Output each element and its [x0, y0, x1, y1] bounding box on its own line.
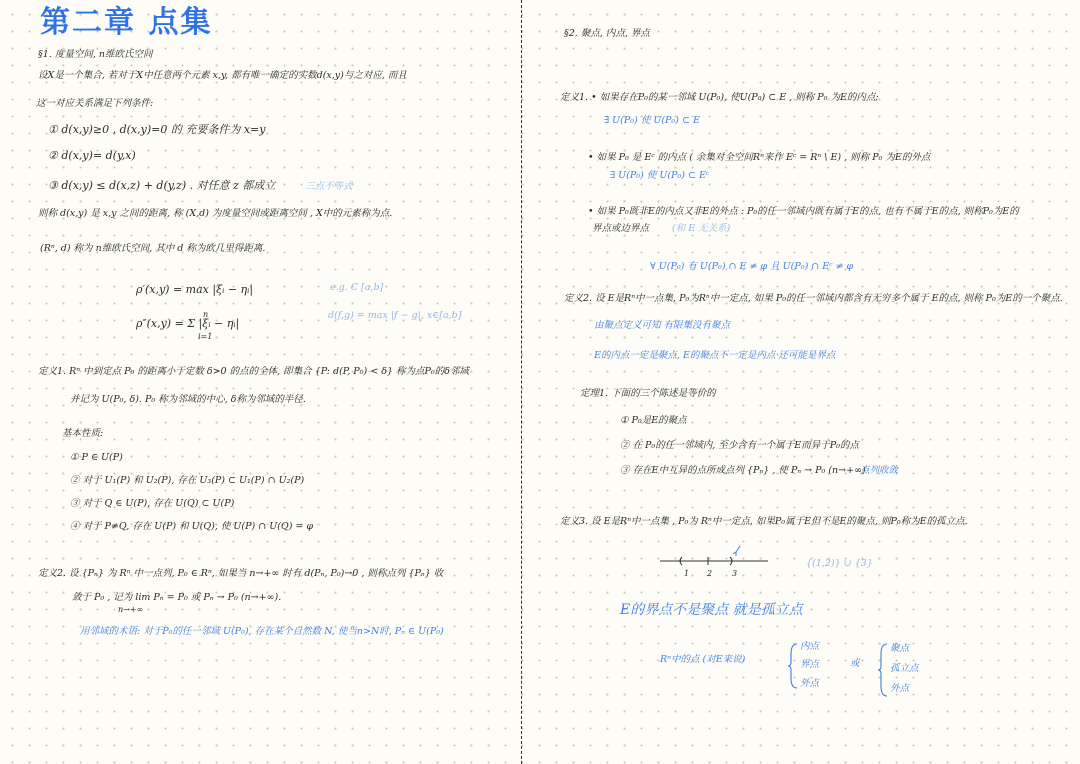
rho-prime-example: e.g. C [a,b] [330, 282, 384, 293]
neighborhood-definition-line-1: 定义1. Rⁿ 中到定点 P₀ 的距离小于定数 δ>0 的点的全体, 即集合 {P: d(P, P₀) < δ} 称为点P₀的δ邻域 [38, 366, 469, 377]
rn-points-label: Rⁿ中的点 (对E来说) [660, 654, 746, 665]
chapter-title: 第二章 点集 [40, 5, 213, 40]
convergence-definition-line-2: 敛于 P₀ , 记为 lim Pₙ = P₀ 或 Pₙ → P₀ (n→+∞). [72, 592, 282, 603]
theorem-1-statement-2: ② 在 P₀的任一邻域内, 至少含有一个属于E而异于P₀的点 [620, 440, 859, 451]
number-line-tick-1: 1 [684, 569, 690, 578]
property-2: ② 对于 U₁(P) 和 U₂(P), 存在 U₃(P) ⊂ U₁(P) ∩ U₂(P) [70, 475, 305, 486]
brace-2-item-accumulation: 聚点 [890, 643, 910, 654]
brace-1-item-boundary: 界点 [800, 659, 820, 670]
theorem-1-statement-3: ③ 存在E中互异的点所成点列 {Pₙ} , 使 Pₙ → P₀ (n→+∞) [620, 465, 866, 476]
basic-properties-heading: 基本性质: [62, 428, 104, 439]
condition-1: ① d(x,y)≥0 , d(x,y)=0 的 充要条件为 x=y [48, 123, 266, 136]
left-page [0, 0, 520, 764]
metric-definition-line-1: 设X是一个集合, 若对于X中任意两个元素 x,y, 都有唯一确定的实数d(x,y)与之对应, 而且 [38, 70, 407, 81]
rho-prime-formula: ρ′(x,y) = max |ξᵢ − ηᵢ| [136, 283, 254, 296]
brace-2-item-isolated: 孤立点 [890, 663, 919, 674]
interior-point-definition: 定义1. • 如果存在P₀的某一邻域 U(P₀), 使U(P₀) ⊂ E , 则称 P₀ 为E的内点; [560, 92, 879, 103]
limit-subscript: n→+∞ [118, 605, 144, 614]
number-line-tick-2: 2 [707, 569, 713, 578]
exterior-point-formula: ∃ U(P₀) 使 U(P₀) ⊂ Eᶜ [610, 170, 710, 181]
property-4: ④ 对于 P≠Q, 存在 U(P) 和 U(Q), 使 U(P) ∩ U(Q) = φ [70, 521, 314, 532]
sum-lower-limit: i=1 [198, 332, 213, 341]
euclidean-space-definition: (Rⁿ, d) 称为 n维欧氏空间, 其中 d 称为欧几里得距离. [40, 243, 266, 254]
interior-point-formula: ∃ U(P₀) 使 U(P₀) ⊂ E [604, 115, 700, 126]
brace-1-item-interior: 内点 [800, 641, 820, 652]
rho-double-prime-formula: ρ″(x,y) = Σ |ξᵢ − ηᵢ| [136, 317, 240, 330]
isolated-point-definition: 定义3. 设 E是Rⁿ中一点集 , P₀为 Rⁿ中一定点, 如果P₀属于E但不是E的聚点, 则P₀称为E的孤立点. [560, 516, 968, 527]
convergence-definition-line-1: 定义2. 设 {Pₙ} 为 Rⁿ 中一点列, P₀ ∈ Rⁿ, 如果当 n→+∞ 时有 d(Pₙ, P₀)→0 , 则称点列 {Pₙ} 收 [38, 568, 444, 579]
triangle-inequality-note: 三点不等式 [305, 181, 353, 192]
condition-3: ③ d(x,y) ≤ d(x,z) + d(y,z) . 对任意 z 都成立 [48, 179, 276, 192]
boundary-point-formula: ∀ U(P₀) 有 U(P₀) ∩ E ≠ φ 且 U(P₀) ∩ Eᶜ ≠ φ [650, 261, 854, 272]
sup-metric-note: d(f,g) = max |f − g|, x∈[a,b] [328, 310, 462, 321]
sequence-convergence-note: 点列收敛 [860, 465, 899, 476]
accumulation-point-definition: 定义2. 设 E是Rⁿ中一点集, P₀为Rⁿ中一定点, 如果 P₀的任一邻域内都含有无穷多个属于 E的点, 则称 P₀为E的一个聚点. [564, 293, 1063, 304]
right-brace [878, 642, 890, 698]
exterior-point-definition: • 如果 P₀ 是 Eᶜ 的内点 ( 余集对全空间Rⁿ来作 Eᶜ = Rⁿ \ E) , 则称 P₀ 为E的外点 [588, 152, 931, 163]
neighborhood-definition-line-2: 并记为 U(P₀, δ). P₀ 称为邻域的中心, δ称为邻域的半径. [70, 394, 306, 405]
sum-upper-limit: n [203, 310, 209, 319]
section-1-heading: §1. 度量空间, n维欧氏空间 [38, 49, 153, 60]
boundary-point-definition-line-1: • 如果 P₀既非E的内点又非E的外点 : P₀的任一邻域内既有属于E的点, 也有不属于E的点, 则称P₀为E的 [588, 206, 1019, 217]
number-line-diagram [660, 548, 780, 578]
left-brace [788, 642, 800, 690]
condition-2: ② d(x,y)= d(y,x) [48, 149, 136, 162]
page-divider [521, 0, 522, 764]
number-line-set-label: {(1,2)} ∪ {3} [806, 558, 873, 569]
number-line-tick-3: 3 [732, 569, 738, 578]
finite-set-note: 由聚点定义可知 有限集没有聚点 [594, 320, 731, 331]
property-1: ① P ∈ U(P) [70, 452, 123, 463]
boundary-point-note: (和 E 无关系) [672, 223, 731, 234]
property-3: ③ 对于 Q ∈ U(P), 存在 U(Q) ⊂ U(P) [70, 498, 235, 509]
convergence-neighborhood-note: 用邻域的术语: 对于P₀的任一邻域 U(P₀), 存在某个自然数 N, 使当n>N时, Pₙ ∈ U(P₀) [80, 626, 444, 637]
brace-2-item-exterior: 外点 [890, 683, 910, 694]
metric-space-definition: 则称 d(x,y) 是 x,y 之间的距离, 称 (X,d) 为度量空间或距离空间 , X中的元素称为点. [38, 208, 393, 219]
isolated-point-note: E的界点不是聚点 就是孤立点 [620, 602, 803, 618]
or-word: 或 [850, 658, 860, 669]
theorem-1-heading: 定理1. 下面的三个陈述是等价的 [580, 388, 716, 399]
boundary-point-definition-line-2: 界点或边界点 [592, 223, 650, 234]
interior-vs-accumulation-note: E的内点一定是聚点, E的聚点不一定是内点 还可能是界点 [594, 350, 836, 361]
right-page [524, 0, 1080, 764]
section-2-heading: §2. 聚点, 内点, 界点 [564, 28, 650, 39]
metric-definition-line-2: 这一对应关系满足下列条件: [36, 98, 154, 109]
theorem-1-statement-1: ① P₀是E的聚点 [620, 415, 687, 426]
brace-1-item-exterior: 外点 [800, 678, 820, 689]
